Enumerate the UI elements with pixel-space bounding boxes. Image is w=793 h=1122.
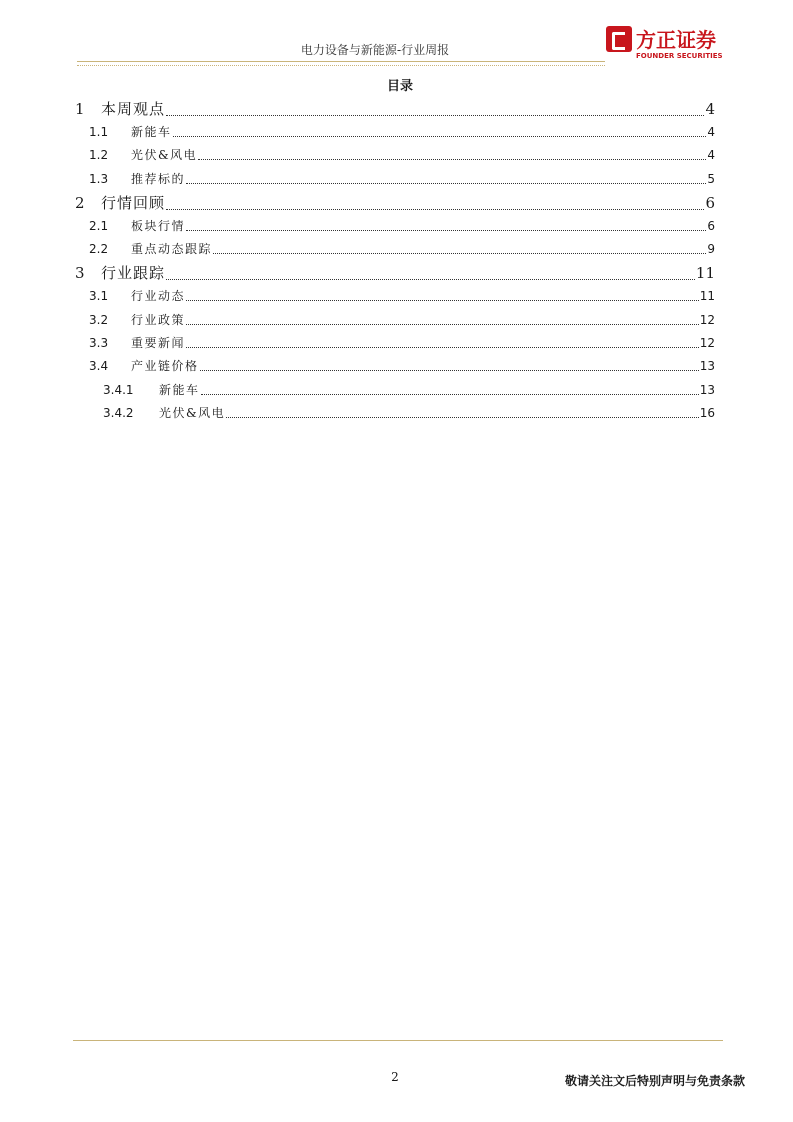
toc-leader-dots <box>186 346 699 348</box>
logo-subtitle: FOUNDER SECURITIES <box>636 52 723 60</box>
header-divider-dotted <box>77 65 605 66</box>
toc-entry-label: 产业链价格 <box>131 359 199 373</box>
footer-divider <box>73 1040 723 1041</box>
toc-leader-dots <box>166 114 704 116</box>
toc-leader-dots <box>173 135 707 137</box>
logo-text: 方正证券 <box>636 28 716 52</box>
toc-entry-page: 6 <box>705 194 715 212</box>
toc-entry-label: 行情回顾 <box>101 194 166 212</box>
toc-entry-page: 4 <box>705 100 715 118</box>
toc-leader-dots <box>186 323 699 325</box>
toc-entry-page: 9 <box>707 242 715 256</box>
toc-entry-number: 3.4.1 <box>103 383 134 397</box>
toc-entry-label: 重要新闻 <box>131 336 186 350</box>
toc-entry-label: 行业动态 <box>131 289 186 303</box>
toc-entry-page: 4 <box>707 148 715 162</box>
page-number: 2 <box>391 1070 399 1084</box>
toc-entry[interactable] <box>103 404 715 421</box>
toc-entry-label: 新能车 <box>159 383 200 397</box>
toc-leader-dots <box>198 158 706 160</box>
toc-entry[interactable] <box>103 381 715 398</box>
toc-entry[interactable] <box>89 334 715 351</box>
toc-entry-number: 3.1 <box>89 289 109 303</box>
toc-entry-number: 2.1 <box>89 219 109 233</box>
toc-entry-label: 光伏&风电 <box>159 406 226 420</box>
toc-entry-number: 3.4.2 <box>103 406 134 420</box>
toc-entry[interactable] <box>89 357 715 374</box>
toc-entry-number: 3.2 <box>89 313 109 327</box>
toc-entry-label: 光伏&风电 <box>131 148 198 162</box>
toc-entry-number: 3.4 <box>89 359 109 373</box>
toc-entry[interactable] <box>89 217 715 234</box>
toc-entry[interactable] <box>89 123 715 140</box>
toc-entry-page: 12 <box>699 336 715 350</box>
toc-entry-page: 11 <box>695 264 715 282</box>
header-divider <box>77 61 605 62</box>
toc-leader-dots <box>200 369 699 371</box>
toc-entry-number: 3.3 <box>89 336 109 350</box>
toc-title: 目录 <box>386 79 413 94</box>
toc-entry[interactable] <box>75 192 715 213</box>
toc-leader-dots <box>166 208 704 210</box>
toc-leader-dots <box>186 299 699 301</box>
toc-leader-dots <box>226 416 699 418</box>
toc-entry-number: 3 <box>75 264 85 282</box>
toc-entry-label: 行业政策 <box>131 313 186 327</box>
founder-securities-logo <box>606 26 721 62</box>
toc-entry-number: 1.3 <box>89 172 109 186</box>
toc-leader-dots <box>201 393 699 395</box>
toc-entry-page: 13 <box>699 359 715 373</box>
toc-entry-label: 行业跟踪 <box>101 264 166 282</box>
toc-entry-page: 16 <box>699 406 715 420</box>
toc-entry[interactable] <box>75 98 715 119</box>
toc-entry[interactable] <box>89 287 715 304</box>
toc-entry-page: 6 <box>707 219 715 233</box>
toc-entry[interactable] <box>89 311 715 328</box>
toc-entry-number: 2 <box>75 194 85 212</box>
toc-entry-label: 新能车 <box>131 125 172 139</box>
toc-entry[interactable] <box>89 170 715 187</box>
toc-entry-page: 5 <box>707 172 715 186</box>
toc-entry-page: 11 <box>699 289 715 303</box>
toc-entry[interactable] <box>89 146 715 163</box>
toc-leader-dots <box>213 252 706 254</box>
report-header-title: 电力设备与新能源-行业周报 <box>300 43 450 57</box>
toc-leader-dots <box>186 182 706 184</box>
toc-entry-number: 2.2 <box>89 242 109 256</box>
logo-mark-icon <box>606 26 632 52</box>
toc-entry-label: 本周观点 <box>101 100 166 118</box>
toc-entry-number: 1.1 <box>89 125 109 139</box>
toc-leader-dots <box>186 229 706 231</box>
toc-entry-label: 推荐标的 <box>131 172 186 186</box>
disclaimer-note: 敬请关注文后特别声明与免责条款 <box>565 1074 746 1088</box>
toc-leader-dots <box>166 278 695 280</box>
toc-entry-page: 12 <box>699 313 715 327</box>
toc-entry-number: 1.2 <box>89 148 109 162</box>
toc-entry-page: 4 <box>707 125 715 139</box>
toc-entry-label: 板块行情 <box>131 219 186 233</box>
toc-entry-number: 1 <box>75 100 85 118</box>
toc-entry[interactable] <box>89 240 715 257</box>
toc-entry[interactable] <box>75 262 715 283</box>
toc-entry-label: 重点动态跟踪 <box>131 242 213 256</box>
toc-entry-page: 13 <box>699 383 715 397</box>
